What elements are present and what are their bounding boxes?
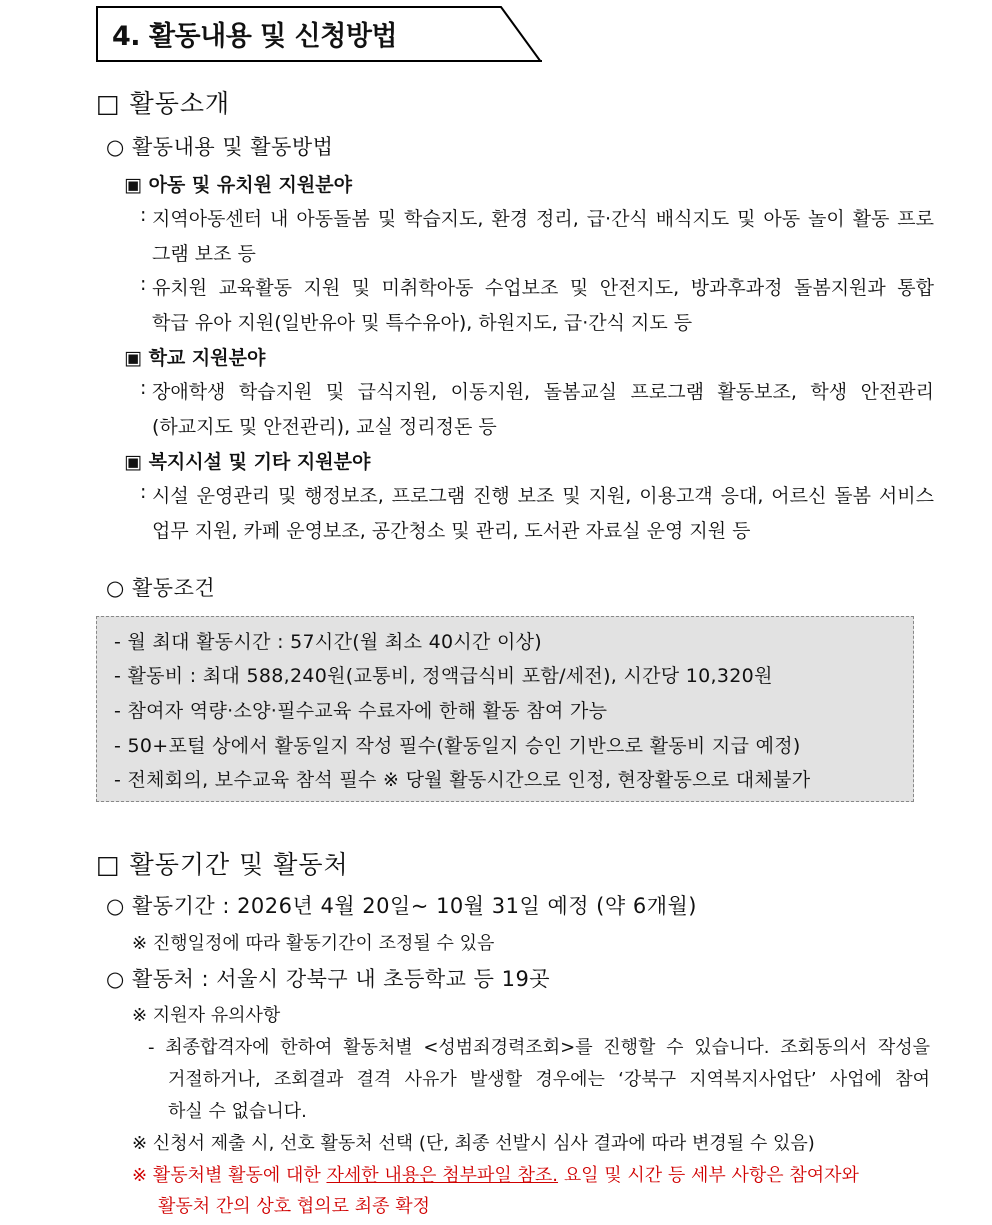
method-heading: ○ 활동내용 및 활동방법 — [106, 135, 334, 159]
category-child-line: 유치원 교육활동 지원 및 미취학아동 수업보조 및 안전지도, 방과후과정 돌봄지원과 통합 — [152, 277, 934, 299]
red-note-suffix: 요일 및 시간 등 세부 사항은 참여자와 — [558, 1165, 859, 1186]
category-school-line: 장애학생 학습지원 및 급식지원, 이동지원, 돌봄교실 프로그램 활동보조, 학생 안전관리 — [152, 381, 934, 403]
category-welfare-title: ▣ 복지시설 및 기타 지원분야 — [124, 451, 371, 473]
period-heading: □ 활동기간 및 활동처 — [96, 850, 349, 879]
red-note — [132, 1161, 859, 1187]
category-child-line: 그램 보조 등 — [152, 243, 256, 265]
category-child-line: 학급 유아 지원(일반유아 및 특수유아), 하원지도, 급·간식 지도 등 — [152, 312, 693, 334]
condition-item: - 참여자 역량·소양·필수교육 수료자에 한해 활동 참여 가능 — [114, 700, 608, 722]
place-line: ○ 활동처 : 서울시 강북구 내 초등학교 등 19곳 — [106, 967, 551, 991]
attachment-reference: 자세한 내용은 첨부파일 참조. — [326, 1165, 559, 1186]
category-welfare-line: 업무 지원, 카페 운영보조, 공간청소 및 관리, 도서관 자료실 운영 지원 등 — [152, 520, 751, 542]
submit-note: ※ 신청서 제출 시, 선호 활동처 선택 (단, 최종 선발시 심사 결과에 따라 변경될 수 있음) — [132, 1133, 815, 1154]
condition-item: - 활동비 : 최대 588,240원(교통비, 정액급식비 포함/세전), 시간당 10,320원 — [114, 665, 773, 687]
caution-line: - 최종합격자에 한하여 활동처별 <성범죄경력조회>를 진행할 수 있습니다. 조회동의서 작성을 — [148, 1037, 930, 1058]
period-note: ※ 진행일정에 따라 활동기간이 조정될 수 있음 — [132, 933, 495, 954]
category-child-line: 지역아동센터 내 아동돌봄 및 학습지도, 환경 정리, 급·간식 배식지도 및 아동 놀이 활동 프로 — [152, 208, 934, 230]
colon-marker: : — [140, 273, 147, 295]
category-school-title: ▣ 학교 지원분야 — [124, 347, 266, 369]
intro-heading: □ 활동소개 — [96, 89, 231, 118]
condition-item: - 전체회의, 보수교육 참석 필수 ※ 당월 활동시간으로 인정, 현장활동으로 대체불가 — [114, 769, 811, 791]
red-note-line2: 활동처 간의 상호 협의로 최종 확정 — [158, 1196, 431, 1217]
condition-item: - 50+포털 상에서 활동일지 작성 필수(활동일지 승인 기반으로 활동비 지급 예정) — [114, 735, 801, 757]
category-welfare-line: 시설 운영관리 및 행정보조, 프로그램 진행 보조 및 지원, 이용고객 응대, 어르신 돌봄 서비스 — [152, 485, 934, 507]
red-note-prefix: ※ 활동처별 활동에 대한 — [132, 1165, 327, 1186]
caution-line: 하실 수 없습니다. — [168, 1101, 307, 1122]
caution-line: 거절하거나, 조회결과 결격 사유가 발생할 경우에는 ‘강북구 지역복지사업단’ 사업에 참여 — [168, 1069, 930, 1090]
condition-item: - 월 최대 활동시간 : 57시간(월 최소 40시간 이상) — [114, 631, 543, 653]
category-school-line: (하교지도 및 안전관리), 교실 정리정돈 등 — [152, 416, 497, 438]
category-child-title: ▣ 아동 및 유치원 지원분야 — [124, 174, 352, 196]
colon-marker: : — [140, 377, 147, 399]
colon-marker: : — [140, 204, 147, 226]
period-line: ○ 활동기간 : 2026년 4월 20일~ 10월 31일 예정 (약 6개월) — [106, 894, 697, 918]
section-title: 4. 활동내용 및 신청방법 — [112, 21, 397, 52]
caution-title: ※ 지원자 유의사항 — [132, 1005, 281, 1026]
colon-marker: : — [140, 481, 147, 503]
condition-heading: ○ 활동조건 — [106, 576, 216, 600]
